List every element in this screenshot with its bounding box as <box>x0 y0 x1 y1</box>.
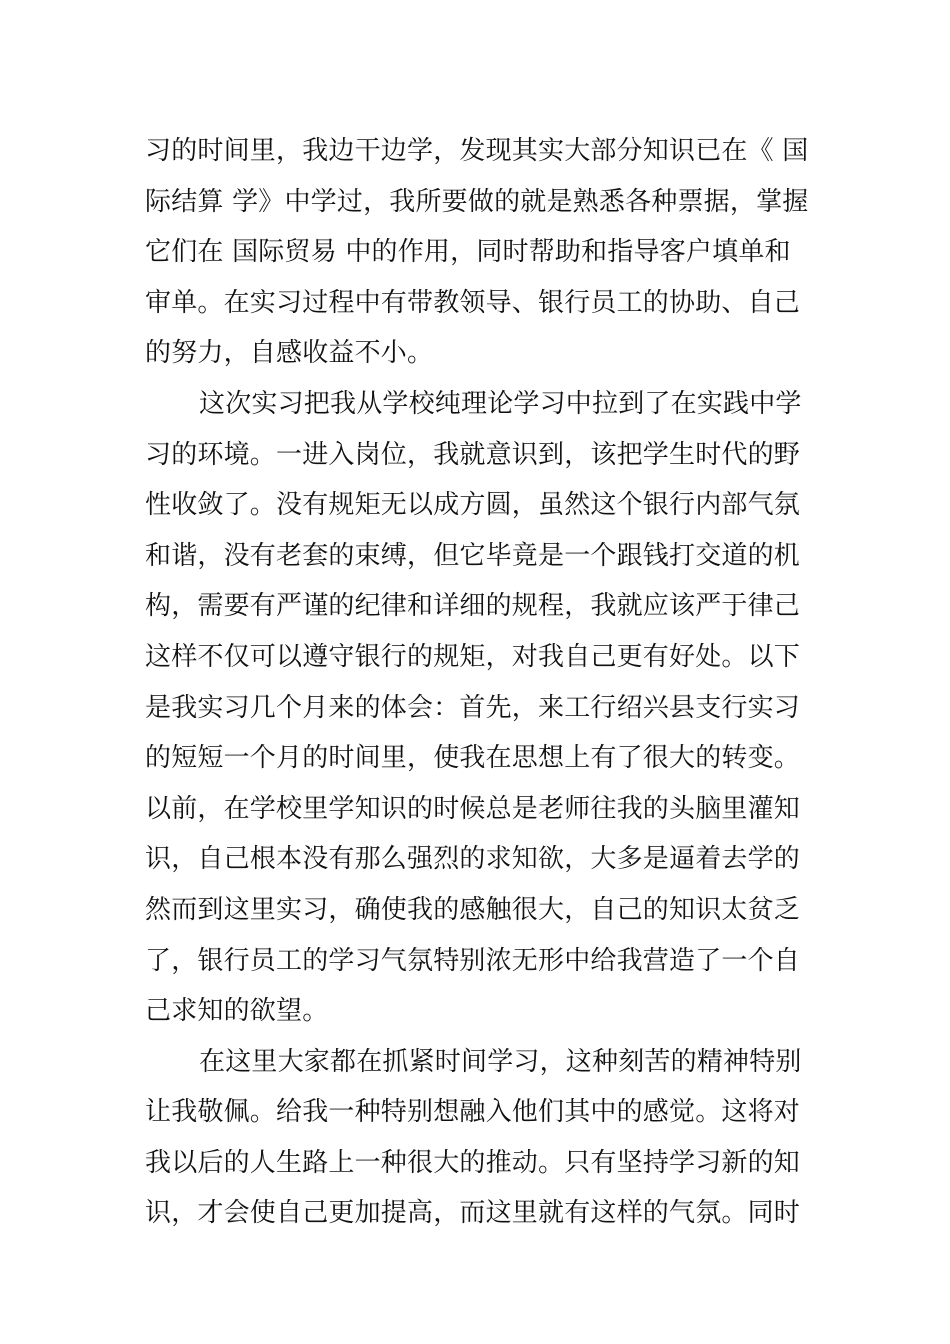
text-line: 识，才会使自己更加提高，而这里就有这样的气氛。同时 <box>145 1198 801 1229</box>
text-line: 是我实习几个月来的体会：首先，来工行绍兴县支行实习 <box>145 692 801 723</box>
text-line: 的努力，自感收益不小。 <box>145 338 434 369</box>
text-line: 然而到这里实习，确使我的感触很大，自己的知识太贫乏 <box>145 894 801 925</box>
paragraph-2 <box>145 379 809 1037</box>
text-line: 这样不仅可以遵守银行的规矩，对我自己更有好处。以下 <box>145 641 801 672</box>
paragraph-1 <box>145 126 809 379</box>
text-line: 际结算 学》中学过，我所要做的就是熟悉各种票据，掌握 <box>145 186 809 217</box>
text-line: 性收敛了。没有规矩无以成方圆，虽然这个银行内部气氛 <box>145 490 801 521</box>
text-line: 在这里大家都在抓紧时间学习，这种刻苦的精神特别 <box>199 1046 802 1077</box>
text-line: 构，需要有严谨的纪律和详细的规程，我就应该严于律己 <box>145 591 801 622</box>
text-line: 让我敬佩。给我一种特别想融入他们其中的感觉。这将对 <box>145 1097 801 1128</box>
text-line: 习的环境。一进入岗位，我就意识到，该把学生时代的野 <box>145 439 801 470</box>
text-line: 的短短一个月的时间里，使我在思想上有了很大的转变。 <box>145 743 801 774</box>
text-line: 己求知的欲望。 <box>145 996 329 1027</box>
text-line: 习的时间里，我边干边学，发现其实大部分知识已在《 国 <box>145 136 809 166</box>
text-line: 了，银行员工的学习气氛特别浓无形中给我营造了一个自 <box>145 945 801 976</box>
text-line: 识，自己根本没有那么强烈的求知欲，大多是逼着去学的 <box>145 844 801 875</box>
paragraph-3 <box>145 1037 809 1239</box>
text-line: 我以后的人生路上一种很大的推动。只有坚持学习新的知 <box>145 1147 801 1178</box>
text-line: 和谐，没有老套的束缚，但它毕竟是一个跟钱打交道的机 <box>145 540 801 571</box>
text-line: 这次实习把我从学校纯理论学习中拉到了在实践中学 <box>199 388 802 419</box>
text-line: 审单。在实习过程中有带教领导、银行员工的协助、自己 <box>145 287 801 318</box>
text-line: 它们在 国际贸易 中的作用，同时帮助和指导客户填单和 <box>145 237 791 268</box>
document-body <box>145 126 809 1239</box>
text-line: 以前，在学校里学知识的时候总是老师往我的头脑里灌知 <box>145 793 801 824</box>
